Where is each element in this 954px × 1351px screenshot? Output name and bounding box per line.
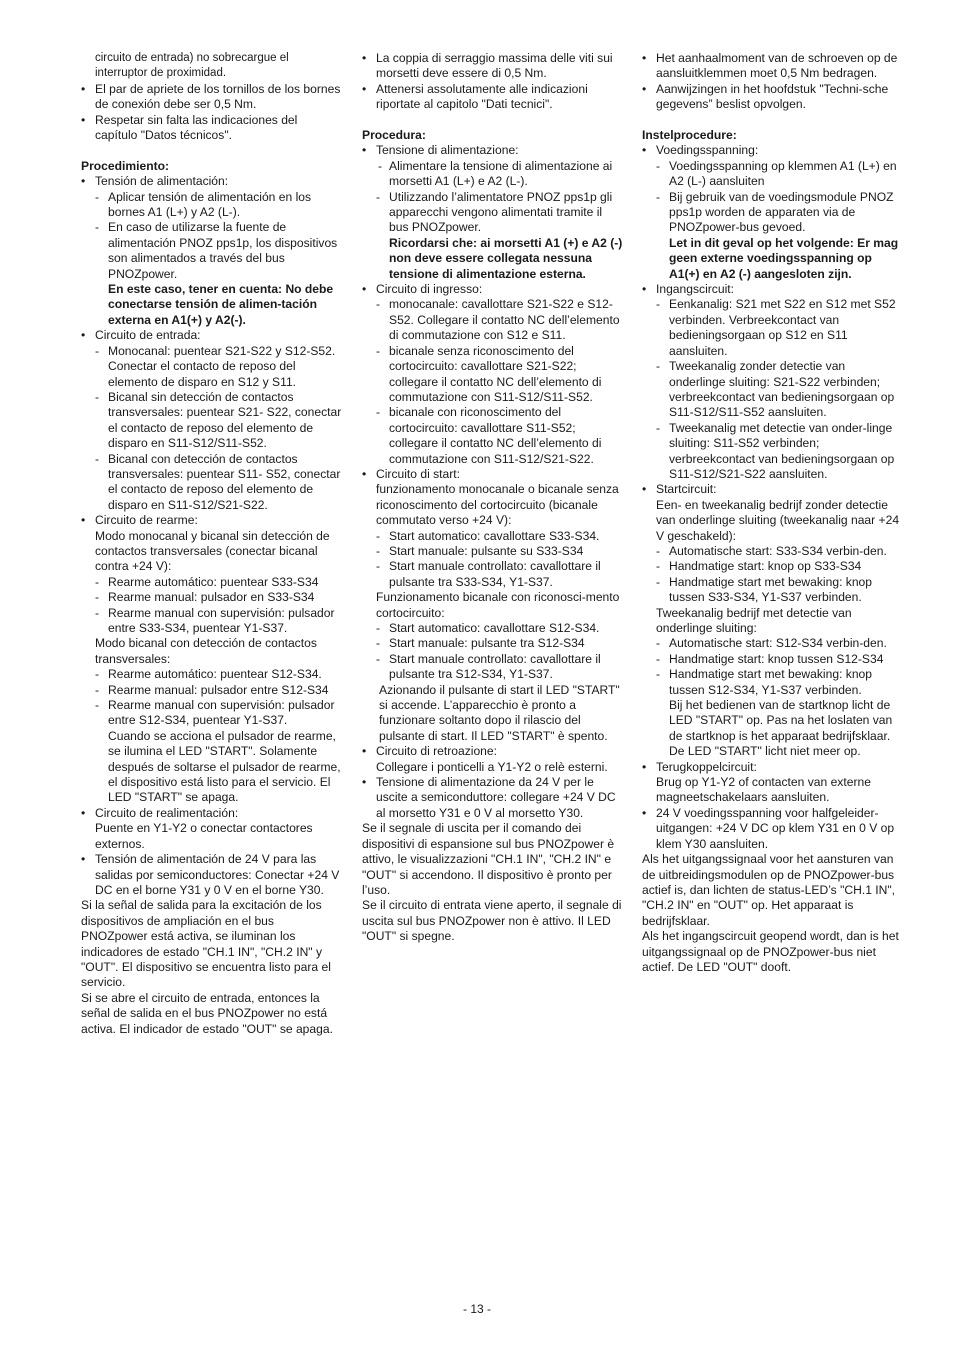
list-item: • Het aanhaalmoment van de schroeven op de aansluitklemmen moet 0,5 Nm bedragen.	[642, 51, 904, 82]
sub-list-item: - Start manuale controllato: cavallottare il pulsante tra S33-S34, Y1-S37.	[362, 559, 624, 590]
sub-list-item: - Tweekanalig zonder detectie van onderlinge sluiting: S21-S22 verbinden; verbreekcontact van bedieningsorgaan op S11-S12/S11-S52 aansluiten.	[642, 359, 904, 421]
list-item: • Tensión de alimentación:	[81, 174, 343, 189]
text-block: Cuando se acciona el pulsador de rearme, se ilumina el LED "START". Solamente después de soltarse el pulsador de rearme, el dispositivo está listo para el servicio. El LED "START" se apaga.	[108, 728, 341, 805]
text-block: Modo bicanal con detección de contactos transversales:	[95, 636, 317, 666]
column-italian	[362, 51, 624, 945]
list-item: • Circuito di retroazione:	[362, 744, 624, 759]
text-block: Brug op Y1-Y2 of contacten van externe magneetschakelaars aansluiten.	[656, 775, 871, 805]
sub-list-item: - Start manuale controllato: cavallottare il pulsante tra S12-S34, Y1-S37.	[362, 652, 624, 683]
list-item: • Circuito di ingresso:	[362, 282, 624, 297]
text-line: circuito de entrada) no sobrecargue el	[95, 52, 289, 64]
text-block: Collegare i ponticelli a Y1-Y2 o relè esterni.	[376, 759, 608, 774]
sub-list-item: - Start automatico: cavallottare S33-S34.	[362, 529, 624, 544]
paragraph: Als het ingangscircuit geopend wordt, dan is het uitgangssignaal op de PNOZpower-bus niet actief. De LED "OUT" dooft.	[642, 929, 899, 974]
warning-text: En este caso, tener en cuenta: No debe conectarse tensión de alimen-tación externa en A1(+) y A2(-).	[108, 282, 334, 327]
text-block: Bij het bedienen van de startknop licht de LED "START" op. Pas na het loslaten van de startknop is het apparaat bedrijfsklaar. De LED "START" licht niet meer op.	[669, 698, 893, 759]
sub-list-item: - En caso de utilizarse la fuente de alimentación PNOZ pps1p, los dispositivos son alimentados a través del bus PNOZpower.	[81, 220, 343, 282]
sub-list-item: - Rearme automático: puentear S33-S34	[81, 575, 343, 590]
sub-list-item: - Bicanal sin detección de contactos transversales: puentear S21- S22, conectar el contacto de reposo del elemento de disparo en S11-S12/S11-S52.	[81, 390, 343, 452]
section-heading: Procedura:	[362, 128, 426, 143]
sub-list-item: - monocanale: cavallottare S21-S22 e S12-S52. Collegare il contatto NC dell’elemento di commutazione con S12 e S11.	[362, 297, 624, 343]
sub-list-item: - Rearme manual: pulsador en S33-S34	[81, 590, 343, 605]
paragraph: Si se abre el circuito de entrada, entonces la señal de salida en el bus PNOZpower no está activa. El indicador de estado "OUT" se apaga.	[81, 990, 333, 1036]
sub-list-item: - bicanale senza riconoscimento del cortocircuito: cavallottare S21-S22; collegare il contatto NC dell’elemento di commutazione con S11-S12/S11-S52.	[362, 344, 624, 406]
text-block: funzionamento monocanale o bicanale senza riconoscimento del cortocircuito (bicanale commutato verso +24 V):	[376, 482, 619, 528]
list-item: • Circuito di start:	[362, 467, 624, 482]
section-heading: Procedimiento:	[81, 158, 170, 173]
list-item: • Ingangscircuit:	[642, 282, 904, 297]
column-dutch	[642, 51, 904, 975]
sub-list-item: - Voedingsspanning op klemmen A1 (L+) en A2 (L-) aansluiten	[642, 159, 904, 190]
list-item: • Circuito de entrada:	[81, 328, 343, 343]
section-heading: Instelprocedure:	[642, 128, 737, 143]
sub-list-item: - Automatische start: S12-S34 verbin-den.	[642, 636, 904, 651]
sub-list-item: - Start manuale: pulsante tra S12-S34	[362, 636, 624, 651]
sub-list-item: - Eenkanalig: S21 met S22 en S12 met S52 verbinden. Verbreekcontact van bedieningsorgaan op S12 en S11 aansluiten.	[642, 297, 904, 359]
sub-list-item: - Handmatige start: knop op S33-S34	[642, 559, 904, 574]
text-block: Azionando il pulsante di start il LED "START" si accende. L’apparecchio è pronto a funzionare soltanto dopo il rilascio del pulsante di start. Il LED "START" è spento.	[379, 682, 620, 743]
list-item: • Circuito de rearme:	[81, 513, 343, 528]
sub-list-item: - Start automatico: cavallottare S12-S34.	[362, 621, 624, 636]
list-item: • La coppia di serraggio massima delle viti sui morsetti deve essere di 0,5 Nm.	[362, 51, 624, 82]
sub-list-item: - Bij gebruik van de voedingsmodule PNOZ pps1p worden de apparaten via de PNOZpower-bus gevoed.	[642, 190, 904, 236]
list-item: • Terugkoppelcircuit:	[642, 760, 904, 775]
text-block: Een- en tweekanalig bedrijf zonder detectie van onderlinge sluiting (tweekanalig naar +24 V geschakeld):	[656, 497, 900, 543]
text-block: Funzionamento bicanale con riconosci-mento cortocircuito:	[376, 590, 620, 620]
sub-list-item: - Handmatige start met bewaking: knop tussen S33-S34, Y1-S37 verbinden.	[642, 575, 904, 606]
paragraph: Si la señal de salida para la excitación de los dispositivos de ampliación en el bus PNOZpower está activa, se iluminan los indicadores de estado "CH.1 IN", "CH.2 IN" y "OUT". El dispositivo se encuentra listo para el servicio.	[81, 898, 331, 990]
column-spanish	[81, 51, 343, 1037]
sub-list-item: - Start manuale: pulsante su S33-S34	[362, 544, 624, 559]
list-item: • Attenersi assolutamente alle indicazioni riportate al capitolo "Dati tecnici".	[362, 82, 624, 113]
sub-list-item: - Rearme manual con supervisión: pulsador entre S12-S34, puentear Y1-S37.	[81, 698, 343, 729]
list-item: • Startcircuit:	[642, 482, 904, 497]
text-line: interruptor de proximidad.	[95, 67, 227, 80]
text-block: Tweekanalig bedrijf met detectie van onderlinge sluiting:	[656, 605, 852, 636]
sub-list-item: - Tweekanalig met detectie van onder-linge sluiting: S11-S52 verbinden; verbreekcontact van bedieningsorgaan op S11-S12/S21-S22 aansluiten.	[642, 421, 904, 483]
warning-text: Ricordarsi che: ai morsetti A1 (+) e A2 (-) non deve essere collegata nessuna tensione di alimentazione esterna.	[389, 235, 623, 281]
sub-list-item: - Monocanal: puentear S21-S22 y S12-S52. Conectar el contacto de reposo del elemento de disparo en S12 y S11.	[81, 344, 343, 390]
sub-list-item: - Aplicar tensión de alimentación en los bornes A1 (L+) y A2 (L-).	[81, 190, 343, 221]
list-item: • Tensión de alimentación de 24 V para las salidas por semiconductores: Conectar +24 V DC en el borne Y31 y 0 V en el borne Y30.	[81, 852, 343, 898]
sub-list-item: - Rearme manual con supervisión: pulsador entre S33-S34, puentear Y1-S37.	[81, 606, 343, 637]
text-block: Puente en Y1-Y2 o conectar contactores externos.	[95, 821, 313, 851]
list-item: • Tensione di alimentazione:	[362, 143, 624, 158]
sub-list-item: - Bicanal con detección de contactos transversales: puentear S11- S52, conectar el contacto de reposo del elemento de disparo en S11-S12/S21-S22.	[81, 452, 343, 514]
list-item: • El par de apriete de los tornillos de los bornes de conexión debe ser 0,5 Nm.	[81, 82, 343, 113]
paragraph: Se il segnale di uscita per il comando dei dispositivi di espansione sul bus PNOZpower è attivo, le visualizzazioni "CH.1 IN", "CH.2 IN" e "OUT" si accendono. Il dispositivo è pronto per l’uso.	[362, 821, 615, 897]
list-item: • 24 V voedingsspanning voor halfgeleider-uitgangen: +24 V DC op klem Y31 en 0 V op klem Y30 aansluiten.	[642, 806, 904, 852]
sub-list-item: - Rearme automático: puentear S12-S34.	[81, 667, 343, 682]
sub-list-item: - Alimentare la tensione di alimentazione ai morsetti A1 (L+) e A2 (L-).	[362, 159, 624, 190]
sub-list-item: - Rearme manual: pulsador entre S12-S34	[81, 683, 343, 698]
list-item: • Aanwijzingen in het hoofdstuk "Techni-sche gegevens” beslist opvolgen.	[642, 82, 904, 113]
warning-text: Let in dit geval op het volgende: Er mag geen externe voedingsspanning op A1(+) en A2 (-) aangesloten zijn.	[669, 235, 899, 281]
sub-list-item: - Utilizzando l’alimentatore PNOZ pps1p gli apparecchi vengono alimentati tramite il bus PNOZpower.	[362, 190, 624, 236]
sub-list-item: - Handmatige start: knop tussen S12-S34	[642, 652, 904, 667]
list-item: • Respetar sin falta las indicaciones del capítulo "Datos técnicos".	[81, 113, 343, 144]
paragraph: Als het uitgangssignaal voor het aansturen van de uitbreidingsmodulen op de PNOZpower-bus actief is, dan lichten de status-LED’s "CH.1 IN", "CH.2 IN" en "OUT" op. Het apparaat is bedrijfsklaar.	[642, 852, 896, 928]
list-item: • Tensione di alimentazione da 24 V per le uscite a semiconduttore: collegare +24 V DC al morsetto Y31 e 0 V al morsetto Y30.	[362, 775, 624, 821]
text-block: Modo monocanal y bicanal sin detección de contactos transversales (conectar bicanal contra +24 V):	[95, 528, 330, 574]
sub-list-item: - Handmatige start met bewaking: knop tussen S12-S34, Y1-S37 verbinden.	[642, 667, 904, 698]
sub-list-item: - bicanale con riconoscimento del cortocircuito: cavallottare S11-S52; collegare il contatto NC dell’elemento di commutazione con S11-S12/S21-S22.	[362, 405, 624, 467]
page-number: - 13 -	[462, 1302, 491, 1316]
paragraph: Se il circuito di entrata viene aperto, il segnale di uscita sul bus PNOZpower non è attivo. Il LED "OUT" si spegne.	[362, 898, 622, 944]
list-item: • Circuito de realimentación:	[81, 806, 343, 821]
list-item: • Voedingsspanning:	[642, 143, 904, 158]
sub-list-item: - Automatische start: S33-S34 verbin-den.	[642, 544, 904, 559]
